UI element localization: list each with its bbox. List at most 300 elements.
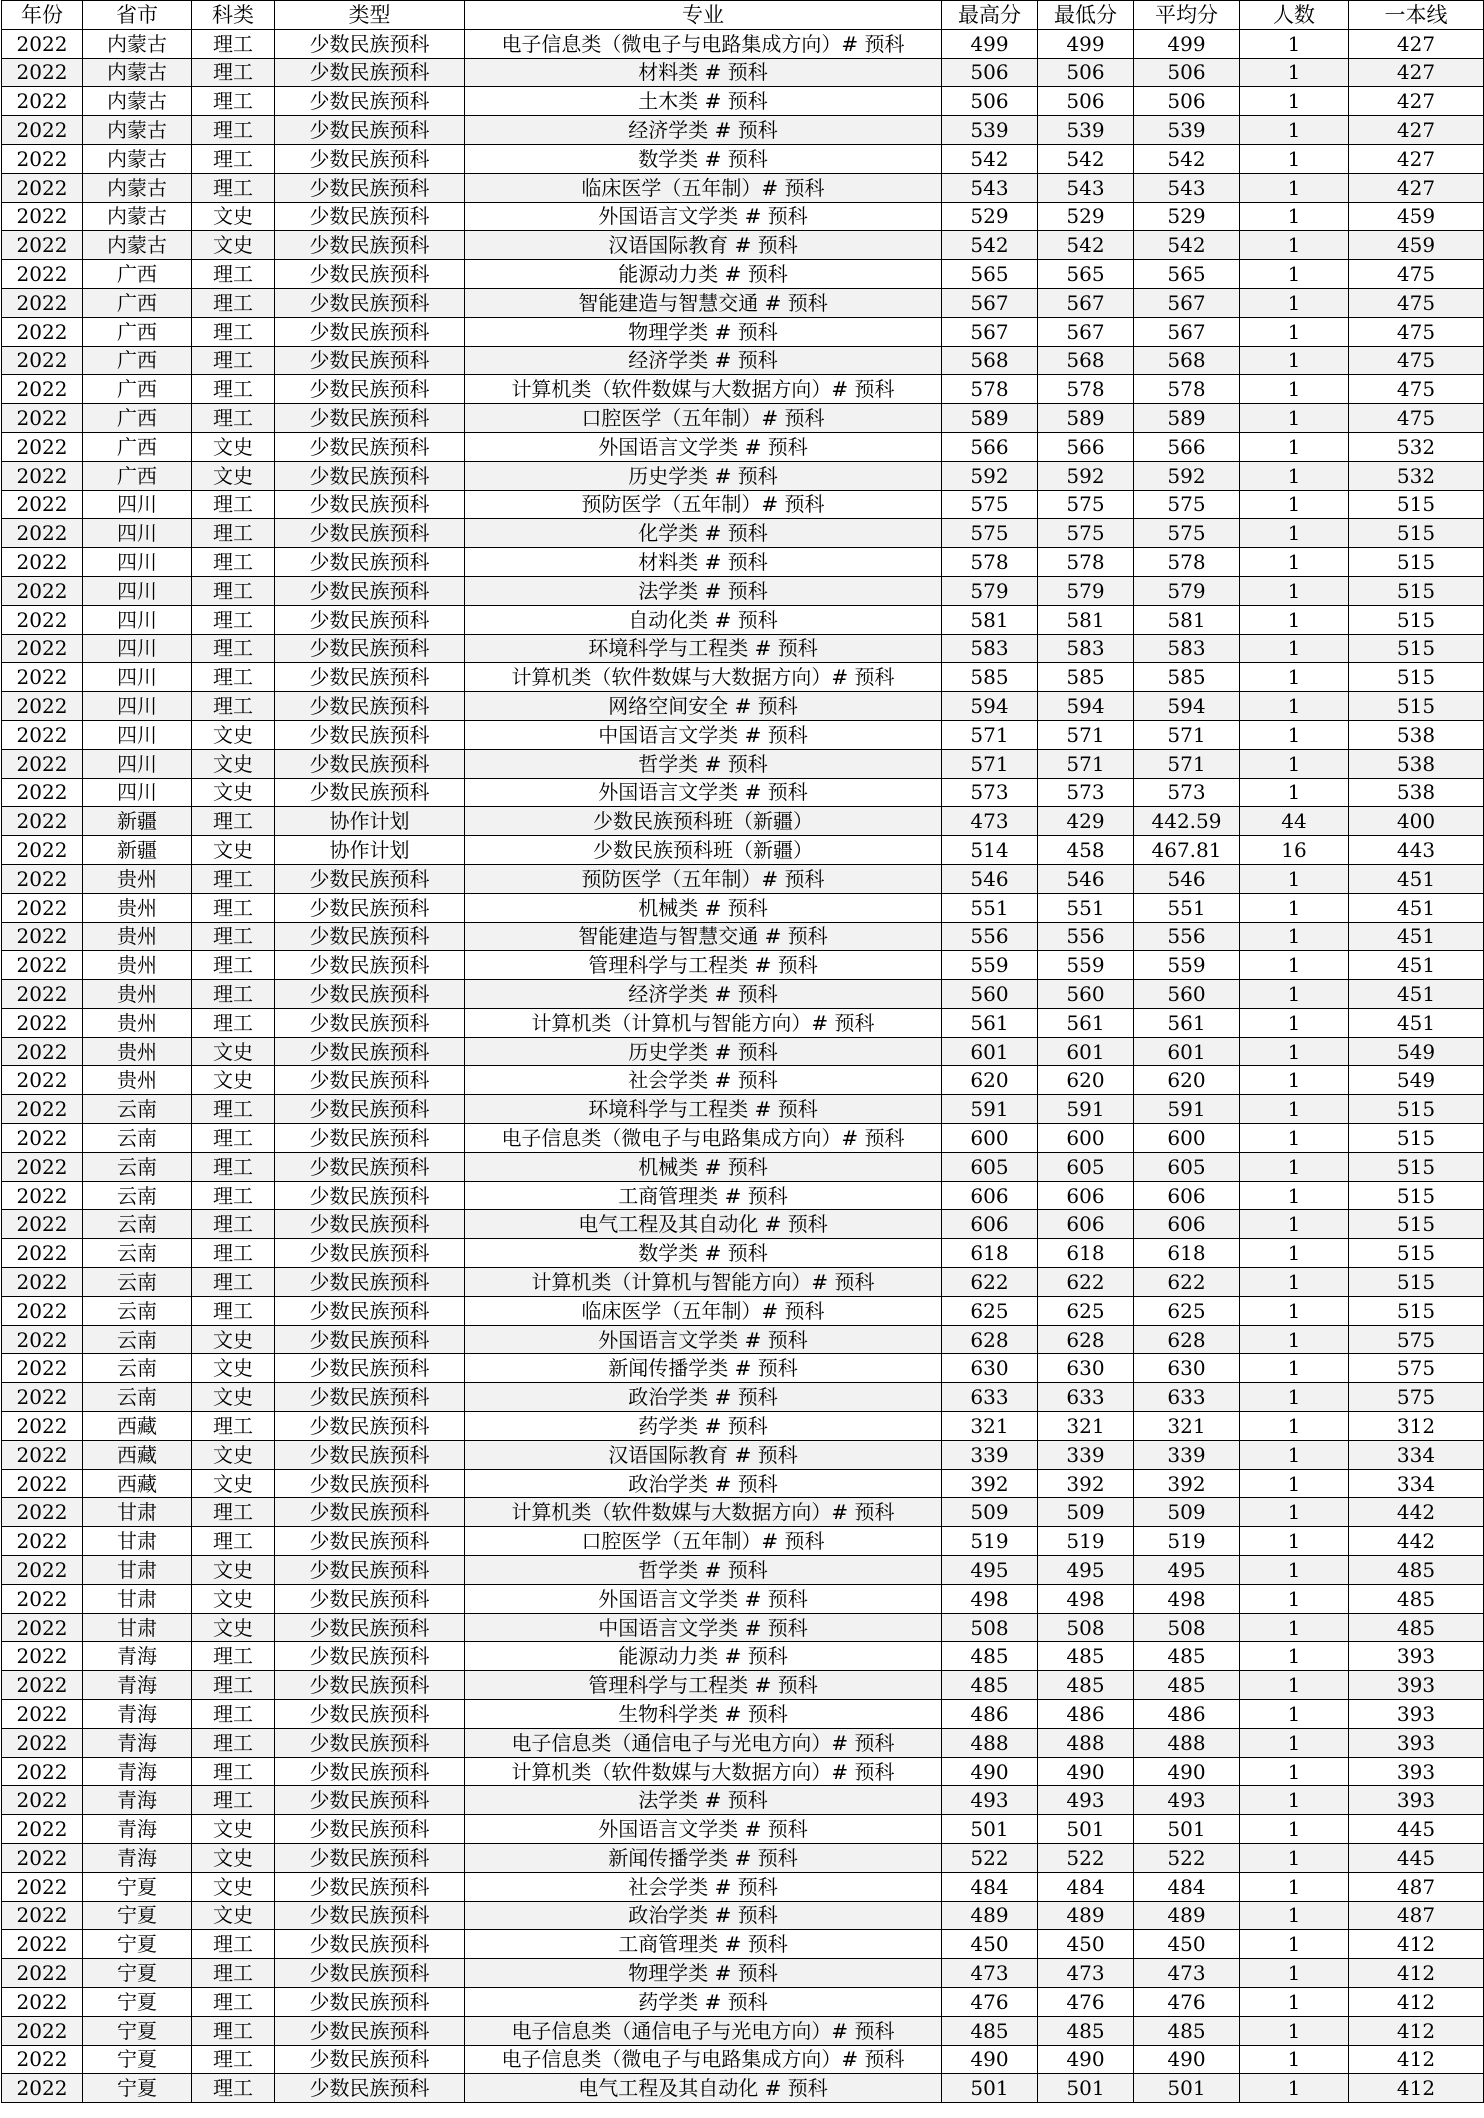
max-score-cell: 606 — [942, 1210, 1038, 1239]
table-row — [2, 749, 1484, 778]
tier1-line-cell: 427 — [1349, 173, 1484, 202]
avg-score-cell: 501 — [1134, 2074, 1240, 2103]
avg-score-cell: 589 — [1134, 404, 1240, 433]
major-cell: 机械类 # 预科 — [465, 1152, 942, 1181]
count-cell: 1 — [1240, 1872, 1349, 1901]
table-row — [2, 1872, 1484, 1901]
avg-score-cell: 575 — [1134, 490, 1240, 519]
province-cell: 内蒙古 — [83, 87, 192, 116]
province-cell: 广西 — [83, 260, 192, 289]
province-cell: 甘肃 — [83, 1584, 192, 1613]
subject-cell: 理工 — [192, 1210, 275, 1239]
type-cell: 少数民族预科 — [275, 663, 465, 692]
avg-score-cell: 476 — [1134, 1987, 1240, 2016]
avg-score-cell: 485 — [1134, 2016, 1240, 2045]
year-cell: 2022 — [2, 116, 83, 145]
max-score-cell: 573 — [942, 778, 1038, 807]
max-score-cell: 575 — [942, 519, 1038, 548]
subject-cell: 文史 — [192, 202, 275, 231]
min-score-cell: 543 — [1038, 173, 1134, 202]
type-cell: 少数民族预科 — [275, 1268, 465, 1297]
type-cell: 少数民族预科 — [275, 519, 465, 548]
year-cell: 2022 — [2, 1268, 83, 1297]
province-cell: 青海 — [83, 1728, 192, 1757]
table-row — [2, 1584, 1484, 1613]
subject-cell: 文史 — [192, 1440, 275, 1469]
tier1-line-cell: 451 — [1349, 922, 1484, 951]
type-cell: 少数民族预科 — [275, 1930, 465, 1959]
avg-score-cell: 561 — [1134, 1008, 1240, 1037]
min-score-cell: 575 — [1038, 519, 1134, 548]
tier1-line-cell: 515 — [1349, 1095, 1484, 1124]
count-cell: 1 — [1240, 692, 1349, 721]
count-cell: 1 — [1240, 288, 1349, 317]
min-score-cell: 508 — [1038, 1613, 1134, 1642]
avg-score-cell: 565 — [1134, 260, 1240, 289]
subject-cell: 理工 — [192, 1152, 275, 1181]
major-cell: 电气工程及其自动化 # 预科 — [465, 1210, 942, 1239]
min-score-cell: 486 — [1038, 1700, 1134, 1729]
max-score-cell: 605 — [942, 1152, 1038, 1181]
avg-score-cell: 625 — [1134, 1296, 1240, 1325]
min-score-cell: 594 — [1038, 692, 1134, 721]
avg-score-cell: 486 — [1134, 1700, 1240, 1729]
avg-score-cell: 630 — [1134, 1354, 1240, 1383]
avg-score-cell: 578 — [1134, 375, 1240, 404]
tier1-line-cell: 393 — [1349, 1642, 1484, 1671]
avg-score-cell: 585 — [1134, 663, 1240, 692]
type-cell: 少数民族预科 — [275, 1412, 465, 1441]
major-cell: 智能建造与智慧交通 # 预科 — [465, 922, 942, 951]
count-cell: 1 — [1240, 1124, 1349, 1153]
table-row — [2, 1354, 1484, 1383]
year-cell: 2022 — [2, 1008, 83, 1037]
count-cell: 1 — [1240, 1268, 1349, 1297]
max-score-cell: 594 — [942, 692, 1038, 721]
type-cell: 少数民族预科 — [275, 1987, 465, 2016]
subject-cell: 理工 — [192, 1987, 275, 2016]
major-cell: 法学类 # 预科 — [465, 576, 942, 605]
year-cell: 2022 — [2, 980, 83, 1009]
major-cell: 历史学类 # 预科 — [465, 461, 942, 490]
year-cell: 2022 — [2, 548, 83, 577]
type-cell: 少数民族预科 — [275, 260, 465, 289]
max-score-cell: 551 — [942, 893, 1038, 922]
subject-cell: 文史 — [192, 1066, 275, 1095]
province-cell: 云南 — [83, 1296, 192, 1325]
table-row — [2, 1469, 1484, 1498]
subject-cell: 理工 — [192, 1268, 275, 1297]
table-row — [2, 922, 1484, 951]
subject-cell: 理工 — [192, 548, 275, 577]
table-row — [2, 519, 1484, 548]
year-cell: 2022 — [2, 1037, 83, 1066]
avg-score-cell: 499 — [1134, 29, 1240, 58]
year-cell: 2022 — [2, 173, 83, 202]
province-cell: 云南 — [83, 1383, 192, 1412]
avg-score-cell: 493 — [1134, 1786, 1240, 1815]
table-row — [2, 951, 1484, 980]
subject-cell: 理工 — [192, 1700, 275, 1729]
min-score-cell: 509 — [1038, 1498, 1134, 1527]
year-cell: 2022 — [2, 1498, 83, 1527]
tier1-line-cell: 538 — [1349, 720, 1484, 749]
avg-score-cell: 556 — [1134, 922, 1240, 951]
province-cell: 青海 — [83, 1757, 192, 1786]
avg-score-cell: 567 — [1134, 317, 1240, 346]
count-cell: 1 — [1240, 1844, 1349, 1873]
tier1-line-cell: 515 — [1349, 1268, 1484, 1297]
table-row — [2, 1383, 1484, 1412]
avg-score-cell: 571 — [1134, 720, 1240, 749]
min-score-cell: 484 — [1038, 1872, 1134, 1901]
min-score-cell: 567 — [1038, 317, 1134, 346]
year-cell: 2022 — [2, 1440, 83, 1469]
type-cell: 少数民族预科 — [275, 346, 465, 375]
avg-score-cell: 566 — [1134, 432, 1240, 461]
count-cell: 1 — [1240, 490, 1349, 519]
subject-cell: 文史 — [192, 836, 275, 865]
year-cell: 2022 — [2, 1469, 83, 1498]
tier1-line-cell: 515 — [1349, 1239, 1484, 1268]
max-score-cell: 499 — [942, 29, 1038, 58]
major-cell: 环境科学与工程类 # 预科 — [465, 634, 942, 663]
type-cell: 少数民族预科 — [275, 605, 465, 634]
major-cell: 外国语言文学类 # 预科 — [465, 432, 942, 461]
tier1-line-cell: 393 — [1349, 1728, 1484, 1757]
max-score-cell: 490 — [942, 1757, 1038, 1786]
table-row — [2, 1498, 1484, 1527]
province-cell: 内蒙古 — [83, 231, 192, 260]
major-cell: 新闻传播学类 # 预科 — [465, 1844, 942, 1873]
type-cell: 少数民族预科 — [275, 548, 465, 577]
header-max-score: 最高分 — [942, 1, 1038, 30]
table-row — [2, 836, 1484, 865]
year-cell: 2022 — [2, 1757, 83, 1786]
type-cell: 少数民族预科 — [275, 1700, 465, 1729]
province-cell: 广西 — [83, 461, 192, 490]
count-cell: 1 — [1240, 1930, 1349, 1959]
tier1-line-cell: 393 — [1349, 1671, 1484, 1700]
major-cell: 社会学类 # 预科 — [465, 1066, 942, 1095]
tier1-line-cell: 451 — [1349, 980, 1484, 1009]
type-cell: 少数民族预科 — [275, 1959, 465, 1988]
type-cell: 少数民族预科 — [275, 720, 465, 749]
count-cell: 1 — [1240, 1728, 1349, 1757]
avg-score-cell: 442.59 — [1134, 807, 1240, 836]
tier1-line-cell: 451 — [1349, 1008, 1484, 1037]
type-cell: 少数民族预科 — [275, 1354, 465, 1383]
year-cell: 2022 — [2, 375, 83, 404]
tier1-line-cell: 532 — [1349, 432, 1484, 461]
max-score-cell: 578 — [942, 548, 1038, 577]
subject-cell: 理工 — [192, 1959, 275, 1988]
type-cell: 少数民族预科 — [275, 173, 465, 202]
type-cell: 少数民族预科 — [275, 778, 465, 807]
tier1-line-cell: 475 — [1349, 260, 1484, 289]
year-cell: 2022 — [2, 1584, 83, 1613]
min-score-cell: 498 — [1038, 1584, 1134, 1613]
province-cell: 四川 — [83, 720, 192, 749]
tier1-line-cell: 393 — [1349, 1700, 1484, 1729]
subject-cell: 理工 — [192, 807, 275, 836]
table-row — [2, 1613, 1484, 1642]
max-score-cell: 589 — [942, 404, 1038, 433]
min-score-cell: 585 — [1038, 663, 1134, 692]
type-cell: 少数民族预科 — [275, 1181, 465, 1210]
table-row — [2, 1239, 1484, 1268]
major-cell: 管理科学与工程类 # 预科 — [465, 1671, 942, 1700]
avg-score-cell: 606 — [1134, 1181, 1240, 1210]
type-cell: 少数民族预科 — [275, 461, 465, 490]
avg-score-cell: 551 — [1134, 893, 1240, 922]
count-cell: 1 — [1240, 1901, 1349, 1930]
count-cell: 1 — [1240, 1383, 1349, 1412]
province-cell: 广西 — [83, 404, 192, 433]
year-cell: 2022 — [2, 288, 83, 317]
header-province: 省市 — [83, 1, 192, 30]
subject-cell: 理工 — [192, 260, 275, 289]
type-cell: 少数民族预科 — [275, 1642, 465, 1671]
subject-cell: 理工 — [192, 288, 275, 317]
tier1-line-cell: 393 — [1349, 1757, 1484, 1786]
table-row — [2, 864, 1484, 893]
max-score-cell: 485 — [942, 2016, 1038, 2045]
count-cell: 1 — [1240, 1987, 1349, 2016]
province-cell: 贵州 — [83, 951, 192, 980]
header-min-score: 最低分 — [1038, 1, 1134, 30]
year-cell: 2022 — [2, 490, 83, 519]
table-row — [2, 1181, 1484, 1210]
province-cell: 四川 — [83, 490, 192, 519]
type-cell: 少数民族预科 — [275, 1066, 465, 1095]
max-score-cell: 618 — [942, 1239, 1038, 1268]
min-score-cell: 581 — [1038, 605, 1134, 634]
table-row — [2, 202, 1484, 231]
min-score-cell: 539 — [1038, 116, 1134, 145]
year-cell: 2022 — [2, 1671, 83, 1700]
subject-cell: 理工 — [192, 173, 275, 202]
major-cell: 环境科学与工程类 # 预科 — [465, 1095, 942, 1124]
tier1-line-cell: 412 — [1349, 1930, 1484, 1959]
max-score-cell: 606 — [942, 1181, 1038, 1210]
min-score-cell: 429 — [1038, 807, 1134, 836]
tier1-line-cell: 538 — [1349, 778, 1484, 807]
max-score-cell: 585 — [942, 663, 1038, 692]
count-cell: 1 — [1240, 1584, 1349, 1613]
year-cell: 2022 — [2, 1959, 83, 1988]
subject-cell: 理工 — [192, 87, 275, 116]
table-row — [2, 1124, 1484, 1153]
table-row — [2, 1556, 1484, 1585]
avg-score-cell: 506 — [1134, 87, 1240, 116]
table-row — [2, 1642, 1484, 1671]
province-cell: 四川 — [83, 778, 192, 807]
count-cell: 1 — [1240, 1527, 1349, 1556]
type-cell: 少数民族预科 — [275, 202, 465, 231]
year-cell: 2022 — [2, 1642, 83, 1671]
year-cell: 2022 — [2, 1210, 83, 1239]
count-cell: 1 — [1240, 548, 1349, 577]
year-cell: 2022 — [2, 807, 83, 836]
min-score-cell: 551 — [1038, 893, 1134, 922]
min-score-cell: 606 — [1038, 1210, 1134, 1239]
type-cell: 少数民族预科 — [275, 576, 465, 605]
province-cell: 贵州 — [83, 1037, 192, 1066]
year-cell: 2022 — [2, 519, 83, 548]
subject-cell: 理工 — [192, 490, 275, 519]
max-score-cell: 484 — [942, 1872, 1038, 1901]
max-score-cell: 578 — [942, 375, 1038, 404]
max-score-cell: 543 — [942, 173, 1038, 202]
max-score-cell: 591 — [942, 1095, 1038, 1124]
min-score-cell: 573 — [1038, 778, 1134, 807]
max-score-cell: 508 — [942, 1613, 1038, 1642]
type-cell: 少数民族预科 — [275, 1008, 465, 1037]
major-cell: 计算机类（软件数媒与大数据方向）# 预科 — [465, 1757, 942, 1786]
count-cell: 1 — [1240, 144, 1349, 173]
count-cell: 1 — [1240, 1700, 1349, 1729]
avg-score-cell: 506 — [1134, 58, 1240, 87]
tier1-line-cell: 459 — [1349, 202, 1484, 231]
min-score-cell: 630 — [1038, 1354, 1134, 1383]
type-cell: 少数民族预科 — [275, 1584, 465, 1613]
tier1-line-cell: 412 — [1349, 2016, 1484, 2045]
max-score-cell: 485 — [942, 1642, 1038, 1671]
table-row — [2, 375, 1484, 404]
type-cell: 少数民族预科 — [275, 692, 465, 721]
min-score-cell: 488 — [1038, 1728, 1134, 1757]
count-cell: 1 — [1240, 2016, 1349, 2045]
tier1-line-cell: 475 — [1349, 317, 1484, 346]
table-row — [2, 490, 1484, 519]
tier1-line-cell: 400 — [1349, 807, 1484, 836]
max-score-cell: 498 — [942, 1584, 1038, 1613]
table-row — [2, 1527, 1484, 1556]
type-cell: 少数民族预科 — [275, 1210, 465, 1239]
subject-cell: 文史 — [192, 778, 275, 807]
max-score-cell: 566 — [942, 432, 1038, 461]
min-score-cell: 339 — [1038, 1440, 1134, 1469]
year-cell: 2022 — [2, 1325, 83, 1354]
province-cell: 西藏 — [83, 1440, 192, 1469]
max-score-cell: 488 — [942, 1728, 1038, 1757]
year-cell: 2022 — [2, 605, 83, 634]
major-cell: 社会学类 # 预科 — [465, 1872, 942, 1901]
avg-score-cell: 546 — [1134, 864, 1240, 893]
major-cell: 外国语言文学类 # 预科 — [465, 202, 942, 231]
tier1-line-cell: 532 — [1349, 461, 1484, 490]
max-score-cell: 473 — [942, 1959, 1038, 1988]
table-row — [2, 1930, 1484, 1959]
tier1-line-cell: 515 — [1349, 519, 1484, 548]
tier1-line-cell: 575 — [1349, 1354, 1484, 1383]
table-body — [2, 29, 1484, 2102]
subject-cell: 理工 — [192, 1008, 275, 1037]
year-cell: 2022 — [2, 1124, 83, 1153]
major-cell: 自动化类 # 预科 — [465, 605, 942, 634]
major-cell: 经济学类 # 预科 — [465, 980, 942, 1009]
avg-score-cell: 594 — [1134, 692, 1240, 721]
subject-cell: 理工 — [192, 346, 275, 375]
count-cell: 1 — [1240, 1469, 1349, 1498]
count-cell: 1 — [1240, 720, 1349, 749]
avg-score-cell: 579 — [1134, 576, 1240, 605]
tier1-line-cell: 549 — [1349, 1037, 1484, 1066]
tier1-line-cell: 475 — [1349, 375, 1484, 404]
table-row — [2, 260, 1484, 289]
type-cell: 少数民族预科 — [275, 1901, 465, 1930]
type-cell: 少数民族预科 — [275, 2074, 465, 2103]
subject-cell: 理工 — [192, 144, 275, 173]
avg-score-cell: 601 — [1134, 1037, 1240, 1066]
subject-cell: 理工 — [192, 519, 275, 548]
province-cell: 内蒙古 — [83, 58, 192, 87]
type-cell: 少数民族预科 — [275, 1239, 465, 1268]
major-cell: 少数民族预科班（新疆） — [465, 836, 942, 865]
max-score-cell: 556 — [942, 922, 1038, 951]
province-cell: 宁夏 — [83, 1872, 192, 1901]
year-cell: 2022 — [2, 1872, 83, 1901]
avg-score-cell: 490 — [1134, 2045, 1240, 2074]
min-score-cell: 493 — [1038, 1786, 1134, 1815]
count-cell: 1 — [1240, 663, 1349, 692]
count-cell: 1 — [1240, 346, 1349, 375]
subject-cell: 理工 — [192, 1527, 275, 1556]
max-score-cell: 501 — [942, 2074, 1038, 2103]
table-row — [2, 461, 1484, 490]
avg-score-cell: 628 — [1134, 1325, 1240, 1354]
avg-score-cell: 489 — [1134, 1901, 1240, 1930]
tier1-line-cell: 412 — [1349, 1987, 1484, 2016]
table-row — [2, 1815, 1484, 1844]
type-cell: 少数民族预科 — [275, 375, 465, 404]
year-cell: 2022 — [2, 1786, 83, 1815]
max-score-cell: 542 — [942, 231, 1038, 260]
avg-score-cell: 467.81 — [1134, 836, 1240, 865]
tier1-line-cell: 487 — [1349, 1901, 1484, 1930]
max-score-cell: 542 — [942, 144, 1038, 173]
year-cell: 2022 — [2, 432, 83, 461]
subject-cell: 文史 — [192, 1383, 275, 1412]
count-cell: 1 — [1240, 951, 1349, 980]
type-cell: 少数民族预科 — [275, 87, 465, 116]
table-row — [2, 2016, 1484, 2045]
header-avg-score: 平均分 — [1134, 1, 1240, 30]
avg-score-cell: 519 — [1134, 1527, 1240, 1556]
min-score-cell: 571 — [1038, 749, 1134, 778]
type-cell: 少数民族预科 — [275, 29, 465, 58]
table-row — [2, 1728, 1484, 1757]
count-cell: 1 — [1240, 1008, 1349, 1037]
avg-score-cell: 573 — [1134, 778, 1240, 807]
avg-score-cell: 592 — [1134, 461, 1240, 490]
year-cell: 2022 — [2, 2045, 83, 2074]
min-score-cell: 506 — [1038, 58, 1134, 87]
major-cell: 外国语言文学类 # 预科 — [465, 1815, 942, 1844]
province-cell: 广西 — [83, 317, 192, 346]
count-cell: 1 — [1240, 87, 1349, 116]
province-cell: 云南 — [83, 1239, 192, 1268]
avg-score-cell: 560 — [1134, 980, 1240, 1009]
major-cell: 经济学类 # 预科 — [465, 116, 942, 145]
province-cell: 宁夏 — [83, 2016, 192, 2045]
major-cell: 工商管理类 # 预科 — [465, 1930, 942, 1959]
min-score-cell: 473 — [1038, 1959, 1134, 1988]
type-cell: 少数民族预科 — [275, 1124, 465, 1153]
max-score-cell: 501 — [942, 1815, 1038, 1844]
count-cell: 1 — [1240, 375, 1349, 404]
